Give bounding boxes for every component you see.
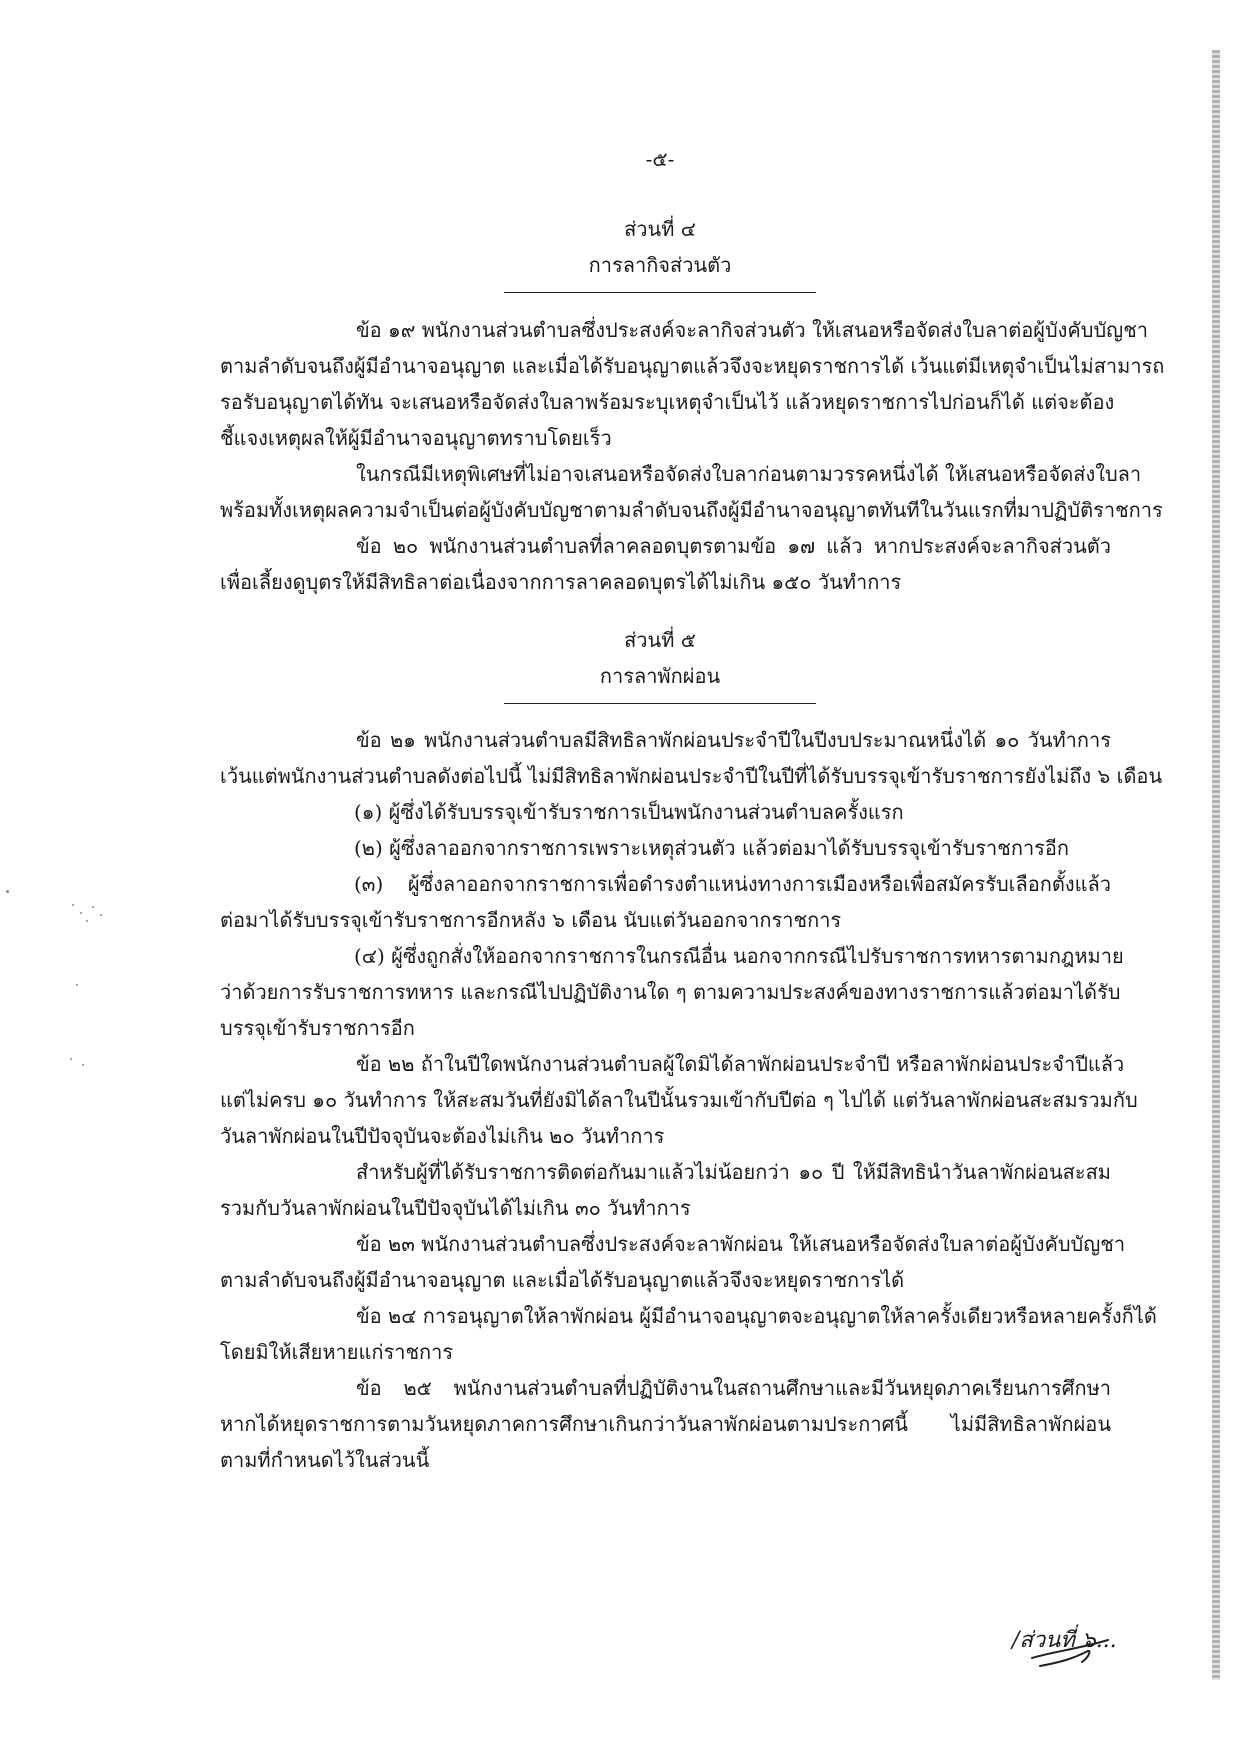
scan-specks [0,860,130,1090]
paragraph-line: บรรจุเข้ารับราชการอีก [220,1016,415,1040]
section-5-title: ส่วนที่ ๕ [624,628,696,652]
section-5-rule [504,703,816,704]
paragraph-line: ว่าด้วยการรับราชการทหาร และกรณีไปปฏิบัติงานใด ๆ ตามความประสงค์ของทางราชการแล้วต่อมาได้รับ [220,980,1121,1004]
paragraph-line: แต่ไม่ครบ ๑๐ วันทำการ ให้สะสมวันที่ยังมิได้ลาในปีนั้นรวมเข้ากับปีต่อ ๆ ไปได้ แต่วันลาพักผ่อนสะสมรวมกับ [220,1088,1138,1112]
paragraph-line: ข้อ ๒๒ ถ้าในปีใดพนักงานส่วนตำบลผู้ใดมิได้ลาพักผ่อนประจำปี หรือลาพักผ่อนประจำปีแล้ว [356,1052,1125,1076]
paragraph-line: รวมกับวันลาพักผ่อนในปีปัจจุบันได้ไม่เกิน ๓๐ วันทำการ [220,1196,691,1220]
list-item: (๑) ผู้ซึ่งได้รับบรรจุเข้ารับราชการเป็นพนักงานส่วนตำบลครั้งแรก [354,800,904,824]
paragraph-line: ในกรณีมีเหตุพิเศษที่ไม่อาจเสนอหรือจัดส่งใบลาก่อนตามวรรคหนึ่งได้ ให้เสนอหรือจัดส่งใบลา [356,462,1142,486]
paragraph-line: ตามที่กำหนดไว้ในส่วนนี้ [220,1448,430,1472]
page-number: -๕- [645,147,675,171]
signature-scribble-icon [1012,1618,1124,1670]
next-page-note: /ส่วนที่ ๖... [1012,1628,1117,1653]
paragraph-line: ข้อ ๒๓ พนักงานส่วนตำบลซึ่งประสงค์จะลาพักผ่อน ให้เสนอหรือจัดส่งใบลาต่อผู้บังคับบัญชา [356,1232,1126,1256]
paragraph-line: หากได้หยุดราชการตามวันหยุดภาคการศึกษาเกินกว่าวันลาพักผ่อนตามประกาศนี้ ไม่มีสิทธิลาพักผ่อน [220,1412,1111,1436]
paragraph-line: วันลาพักผ่อนในปีปัจจุบันจะต้องไม่เกิน ๒๐ วันทำการ [220,1124,665,1148]
paragraph-line: ชี้แจงเหตุผลให้ผู้มีอำนาจอนุญาตทราบโดยเร็ว [220,426,612,450]
section-4-subtitle: การลากิจส่วนตัว [588,253,732,277]
list-item: (๓) ผู้ซึ่งลาออกจากราชการเพื่อดำรงตำแหน่งทางการเมืองหรือเพื่อสมัครรับเลือกตั้งแล้ว [354,872,1111,896]
scan-edge [1212,50,1220,1680]
paragraph-line: เว้นแต่พนักงานส่วนตำบลดังต่อไปนี้ ไม่มีสิทธิลาพักผ่อนประจำปีในปีที่ได้รับบรรจุเข้ารับราชการยังไม่ถึง ๖ เดือน [220,764,1163,788]
list-item: (๒) ผู้ซึ่งลาออกจากราชการเพราะเหตุส่วนตัว แล้วต่อมาได้รับบรรจุเข้ารับราชการอีก [354,836,1070,860]
paragraph-line: พร้อมทั้งเหตุผลความจำเป็นต่อผู้บังคับบัญชาตามลำดับจนถึงผู้มีอำนาจอนุญาตทันทีในวันแรกที่มาปฏิบัติราชการ [220,498,1163,522]
section-4-rule [504,292,816,293]
paragraph-line: ข้อ ๒๑ พนักงานส่วนตำบลมีสิทธิลาพักผ่อนประจำปีในปีงบประมาณหนึ่งได้ ๑๐ วันทำการ [356,728,1111,752]
paragraph-line: ตามลำดับจนถึงผู้มีอำนาจอนุญาต และเมื่อได้รับอนุญาตแล้วจึงจะหยุดราชการได้ [220,1268,905,1292]
paragraph-line: เพื่อเลี้ยงดูบุตรให้มีสิทธิลาต่อเนื่องจากการลาคลอดบุตรได้ไม่เกิน ๑๕๐ วันทำการ [220,570,902,594]
paragraph-line: โดยมิให้เสียหายแก่ราชการ [220,1340,454,1364]
section-4-title: ส่วนที่ ๔ [624,217,696,241]
list-item: (๔) ผู้ซึ่งถูกสั่งให้ออกจากราชการในกรณีอื่น นอกจากกรณีไปรับราชการทหารตามกฎหมาย [354,944,1124,968]
section-5-subtitle: การลาพักผ่อน [599,664,721,688]
paragraph-line: รอรับอนุญาตได้ทัน จะเสนอหรือจัดส่งใบลาพร้อมระบุเหตุจำเป็นไว้ แล้วหยุดราชการไปก่อนก็ได้ แต่จะต้อง [220,390,1115,414]
paragraph-line: ต่อมาได้รับบรรจุเข้ารับราชการอีกหลัง ๖ เดือน นับแต่วันออกจากราชการ [220,908,842,932]
paragraph-line: ข้อ ๑๙ พนักงานส่วนตำบลซึ่งประสงค์จะลากิจส่วนตัว ให้เสนอหรือจัดส่งใบลาต่อผู้บังคับบัญชา [356,318,1149,342]
paragraph-line: ข้อ ๒๐ พนักงานส่วนตำบลที่ลาคลอดบุตรตามข้อ ๑๗ แล้ว หากประสงค์จะลากิจส่วนตัว [356,534,1111,558]
paragraph-line: ข้อ ๒๕ พนักงานส่วนตำบลที่ปฏิบัติงานในสถานศึกษาและมีวันหยุดภาคเรียนการศึกษา [356,1376,1111,1400]
paragraph-line: สำหรับผู้ที่ได้รับราชการติดต่อกันมาแล้วไม่น้อยกว่า ๑๐ ปี ให้มีสิทธินำวันลาพักผ่อนสะสม [356,1160,1111,1184]
paragraph-line: ข้อ ๒๔ การอนุญาตให้ลาพักผ่อน ผู้มีอำนาจอนุญาตจะอนุญาตให้ลาครั้งเดียวหรือหลายครั้งก็ได้ [356,1304,1157,1328]
paragraph-line: ตามลำดับจนถึงผู้มีอำนาจอนุญาต และเมื่อได้รับอนุญาตแล้วจึงจะหยุดราชการได้ เว้นแต่มีเหตุจำเป็นไม่สามารถ [220,354,1165,378]
